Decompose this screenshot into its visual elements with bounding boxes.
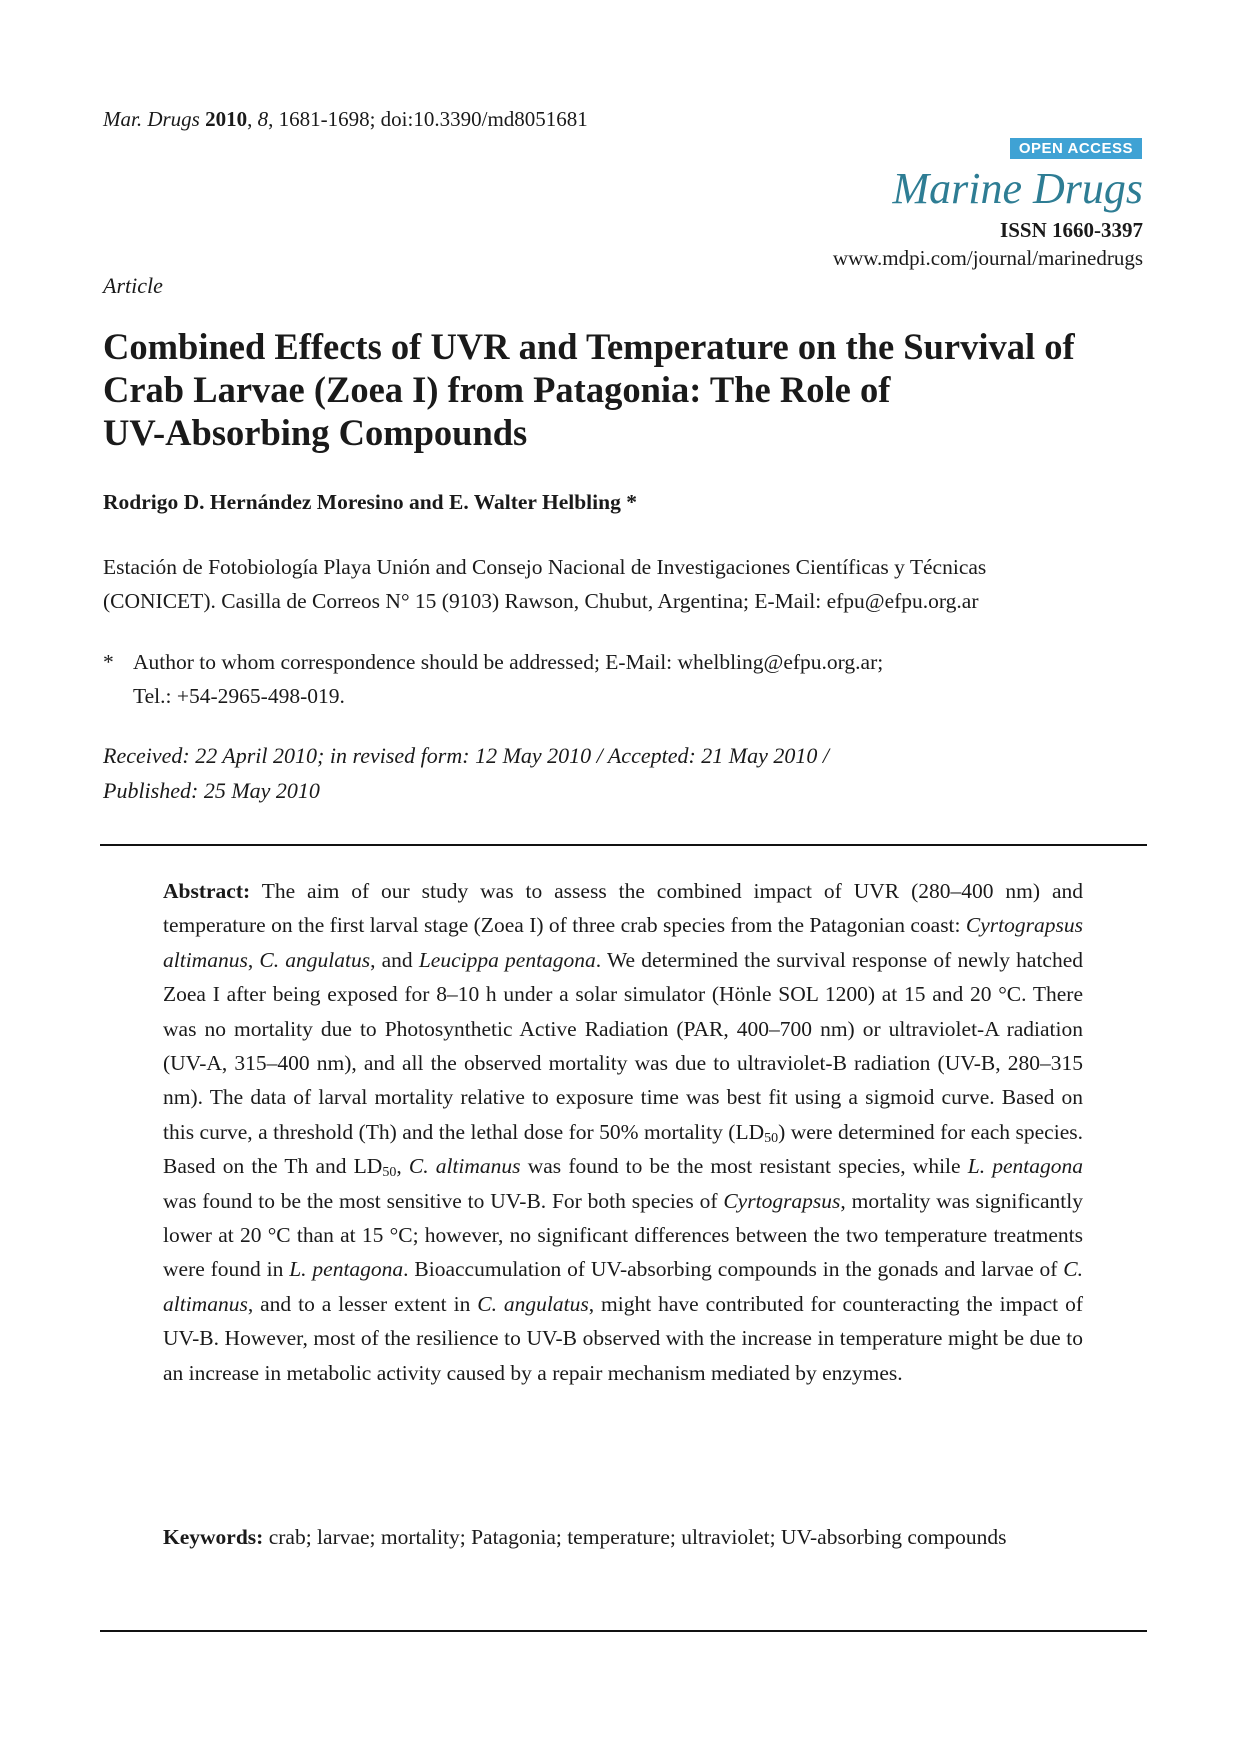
correspondence-note bbox=[103, 645, 1143, 713]
species-name: Cyrtograpsus bbox=[723, 1188, 841, 1213]
citation-volume: 8 bbox=[257, 107, 269, 131]
keywords-text: crab; larvae; mortality; Patagonia; temperature; ultraviolet; UV-absorbing compounds bbox=[263, 1525, 1007, 1549]
affiliation bbox=[103, 550, 1148, 618]
species-name: C. altimanus bbox=[408, 1154, 521, 1179]
title-line: UV-Absorbing Compounds bbox=[103, 412, 528, 453]
title-line: Combined Effects of UVR and Temperature on the Survival of bbox=[103, 326, 1075, 367]
keywords bbox=[163, 1520, 1083, 1554]
affiliation-line: (CONICET). Casilla de Correos N° 15 (9103) Rawson, Chubut, Argentina; E-Mail: efpu@efpu.org.ar bbox=[103, 589, 979, 613]
top-divider bbox=[100, 844, 1147, 846]
article-type: Article bbox=[103, 273, 163, 298]
species-name: Cyrtograpsus altimanus bbox=[163, 913, 1083, 972]
species-name: L. pentagona bbox=[289, 1257, 404, 1282]
authors: Rodrigo D. Hernández Moresino and E. Walter Helbling * bbox=[103, 490, 637, 514]
abstract-label: Abstract: bbox=[163, 879, 251, 903]
species-name: C. angulatus bbox=[259, 947, 371, 972]
abstract: Abstract: The aim of our study was to assess the combined impact of UVR (280–400 nm) and temperature on the first larval stage (Zoea I) of three crab species from the Patagonian coast: Cyrtograpsus altimanus, C. angulatus, and Leucippa pentagona. We determined the survival response of newly hatched Zoea I after being exposed for 8–10 h under a solar simulator (Hönle SOL 1200) at 15 and 20 °C. There was no mortality due to Photosynthetic Active Radiation (PAR, 400–700 nm) or ultraviolet-A radiation (UV-A, 315–400 nm), and all the observed mortality was due to ultraviolet-B radiation (UV-B, 280–315 nm). The data of larval mortality relative to exposure time was best fit using a sigmoid curve. Based on this curve, a threshold (Th) and the lethal dose for 50% mortality $(LD_{50})$ were determined for each species. Based on the Th and $LD_{50}$, C. altimanus was found to be the most resistant species, while L. pentagona was found to be the most sensitive to UV-B. For both species of Cyrtograpsus, mortality was significantly lower at 20 °C than at 15 °C; however, no significant differences between the two temperature treatments were found in L. pentagona. Bioaccumulation of UV-absorbing compounds in the gonads and larvae of C. altimanus, and to a lesser extent in C. angulatus, might have contributed for counteracting the impact of UV-B. However, most of the resilience to UV-B observed with the increase in temperature might be due to an increase in metabolic activity caused by a repair mechanism mediated by enzymes. bbox=[163, 879, 1084, 1385]
dates-line: Published: 25 May 2010 bbox=[103, 778, 320, 803]
species-name: C. angulatus bbox=[477, 1291, 589, 1316]
publication-dates bbox=[103, 738, 1143, 808]
correspondence-line: Author to whom correspondence should be addressed; E-Mail: whelbling@efpu.org.ar; bbox=[133, 650, 884, 674]
species-name: Leucippa pentagona bbox=[418, 947, 596, 972]
species-name: C. altimanus bbox=[163, 1257, 1083, 1316]
bottom-divider bbox=[100, 1630, 1147, 1632]
affiliation-line: Estación de Fotobiología Playa Unión and Consejo Nacional de Investigaciones Científicas y Técnicas bbox=[103, 555, 987, 579]
species-name: L. pentagona bbox=[967, 1154, 1084, 1179]
issn: ISSN 1660-3397 bbox=[1000, 218, 1143, 242]
journal-name: Marine Drugs bbox=[892, 164, 1143, 213]
journal-url[interactable]: www.mdpi.com/journal/marinedrugs bbox=[832, 246, 1143, 270]
dates-line: Received: 22 April 2010; in revised form: 12 May 2010 / Accepted: 21 May 2010 / bbox=[103, 743, 830, 768]
correspondence-line: Tel.: +54-2965-498-019. bbox=[133, 684, 345, 708]
citation-pages-doi: , 1681-1698; doi:10.3390/md8051681 bbox=[268, 107, 588, 131]
keywords-label: Keywords: bbox=[163, 1525, 264, 1549]
asterisk-marker: * bbox=[103, 650, 114, 674]
journal-abbrev: Mar. Drugs bbox=[103, 107, 200, 131]
title-line: Crab Larvae (Zoea I) from Patagonia: The Role of bbox=[103, 369, 891, 410]
open-access-badge: OPEN ACCESS bbox=[1010, 138, 1142, 159]
citation-line: Mar. Drugs 2010, 8, 1681-1698; doi:10.3390/md8051681 bbox=[103, 107, 588, 131]
citation-year: 2010 bbox=[205, 107, 248, 131]
article-title bbox=[103, 325, 1143, 454]
